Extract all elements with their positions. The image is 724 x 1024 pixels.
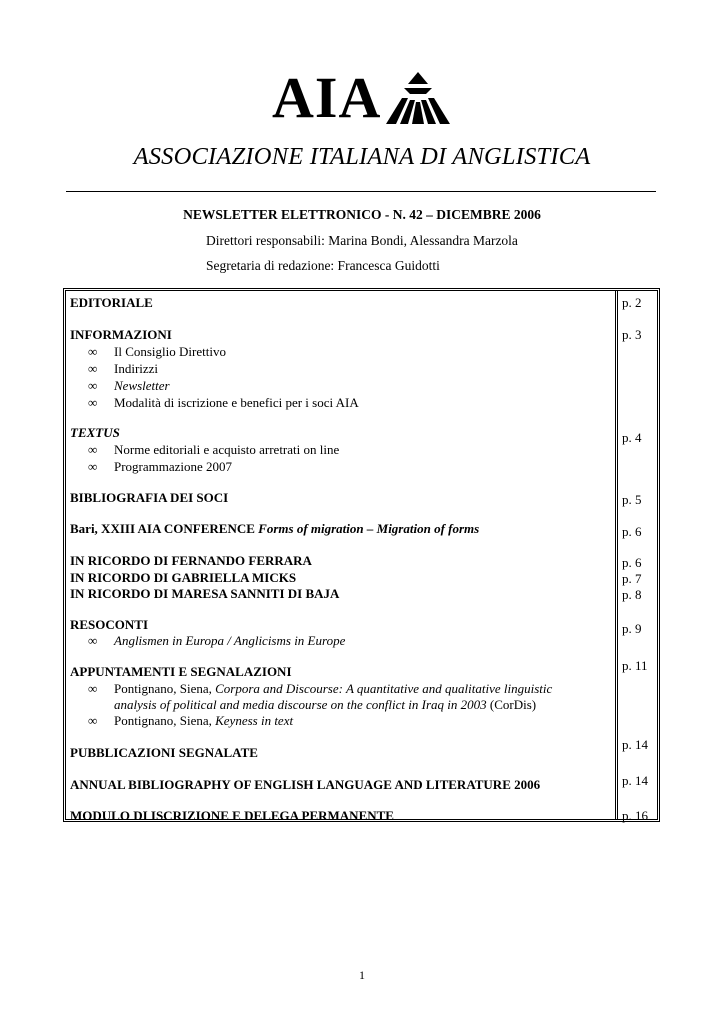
page-number: 1	[359, 968, 365, 982]
toc-conference	[70, 521, 479, 537]
item-prefix: Pontignano, Siena,	[114, 681, 212, 696]
toc-page-modulo: p. 16	[622, 808, 648, 823]
toc-page-textus: p. 4	[622, 430, 642, 445]
toc-annual-bibliography: ANNUAL BIBLIOGRAPHY OF ENGLISH LANGUAGE AND LITERATURE 2006	[70, 777, 541, 792]
bullet-icon: ∞	[88, 459, 98, 474]
toc-page-informazioni: p. 3	[622, 327, 642, 342]
toc-item: Norme editoriali e acquisto arretrati on line	[114, 442, 340, 457]
bullet-icon: ∞	[88, 361, 98, 376]
toc-ricordo-micks: IN RICORDO DI GABRIELLA MICKS	[70, 570, 297, 585]
toc-item: Anglismen in Europa / Anglicisms in Europe	[114, 633, 346, 648]
item-title-continued: analysis of political and media discourse on the conflict in Iraq in 2003	[114, 697, 487, 712]
toc-editoriale: EDITORIALE	[70, 295, 153, 310]
item-title: Corpora and Discourse: A quantitative and qualitative linguistic	[215, 681, 553, 696]
toc-ricordo-sanniti: IN RICORDO DI MARESA SANNITI DI BAJA	[70, 586, 340, 601]
toc-item-continued	[114, 697, 536, 713]
toc-page-appuntamenti: p. 11	[622, 658, 648, 673]
toc-resoconti: RESOCONTI	[70, 617, 149, 632]
logo-text: AIA	[272, 65, 382, 130]
toc-page-resoconti: p. 9	[622, 621, 642, 636]
item-prefix: Pontignano, Siena,	[114, 713, 212, 728]
bullet-icon: ∞	[88, 442, 98, 457]
aia-emblem-icon	[382, 70, 454, 126]
secretary-line: Segretaria di redazione: Francesca Guidotti	[206, 258, 440, 273]
toc-column-divider	[615, 291, 618, 819]
bullet-icon: ∞	[88, 395, 98, 410]
conference-label: Bari, XXIII AIA CONFERENCE	[70, 521, 255, 536]
bullet-icon: ∞	[88, 633, 98, 648]
toc-page-annual: p. 14	[622, 773, 648, 788]
toc-item: Newsletter	[114, 378, 170, 393]
toc-appuntamenti: APPUNTAMENTI E SEGNALAZIONI	[70, 664, 292, 679]
newsletter-title: NEWSLETTER ELETTRONICO - N. 42 – DICEMBRE 2006	[183, 207, 541, 222]
directors-line: Direttori responsabili: Marina Bondi, Alessandra Marzola	[206, 233, 518, 248]
toc-page-ricordo-sanniti: p. 8	[622, 587, 642, 602]
item-title: Keyness in text	[215, 713, 294, 728]
toc-bibliografia: BIBLIOGRAFIA DEI SOCI	[70, 490, 229, 505]
toc-pubblicazioni: PUBBLICAZIONI SEGNALATE	[70, 745, 258, 760]
bullet-icon: ∞	[88, 713, 98, 728]
toc-modulo: MODULO DI ISCRIZIONE E DELEGA PERMANENTE	[70, 808, 394, 823]
bullet-icon: ∞	[88, 681, 98, 696]
toc-item	[114, 713, 293, 729]
toc-page-bibliografia: p. 5	[622, 492, 642, 507]
bullet-icon: ∞	[88, 378, 98, 393]
table-of-contents	[63, 288, 660, 822]
toc-item: Indirizzi	[114, 361, 159, 376]
toc-ricordo-ferrara: IN RICORDO DI FERNANDO FERRARA	[70, 553, 312, 568]
toc-page-ricordo-ferrara: p. 6	[622, 555, 642, 570]
toc-textus: TEXTUS	[70, 425, 120, 440]
toc-page-pubblicazioni: p. 14	[622, 737, 648, 752]
toc-page-ricordo-micks: p. 7	[622, 571, 642, 586]
toc-item: Il Consiglio Direttivo	[114, 344, 226, 359]
toc-page-conference: p. 6	[622, 524, 642, 539]
association-name: ASSOCIAZIONE ITALIANA DI ANGLISTICA	[133, 143, 591, 170]
toc-item: Modalità di iscrizione e benefici per i soci AIA	[114, 395, 359, 410]
toc-informazioni: INFORMAZIONI	[70, 327, 172, 342]
toc-page-editoriale: p. 2	[622, 295, 642, 310]
toc-item	[114, 681, 552, 697]
item-suffix: (CorDis)	[489, 697, 537, 712]
toc-item: Programmazione 2007	[114, 459, 233, 474]
header-divider	[66, 191, 656, 192]
conference-title: Forms of migration – Migration of forms	[258, 521, 480, 536]
bullet-icon: ∞	[88, 344, 98, 359]
